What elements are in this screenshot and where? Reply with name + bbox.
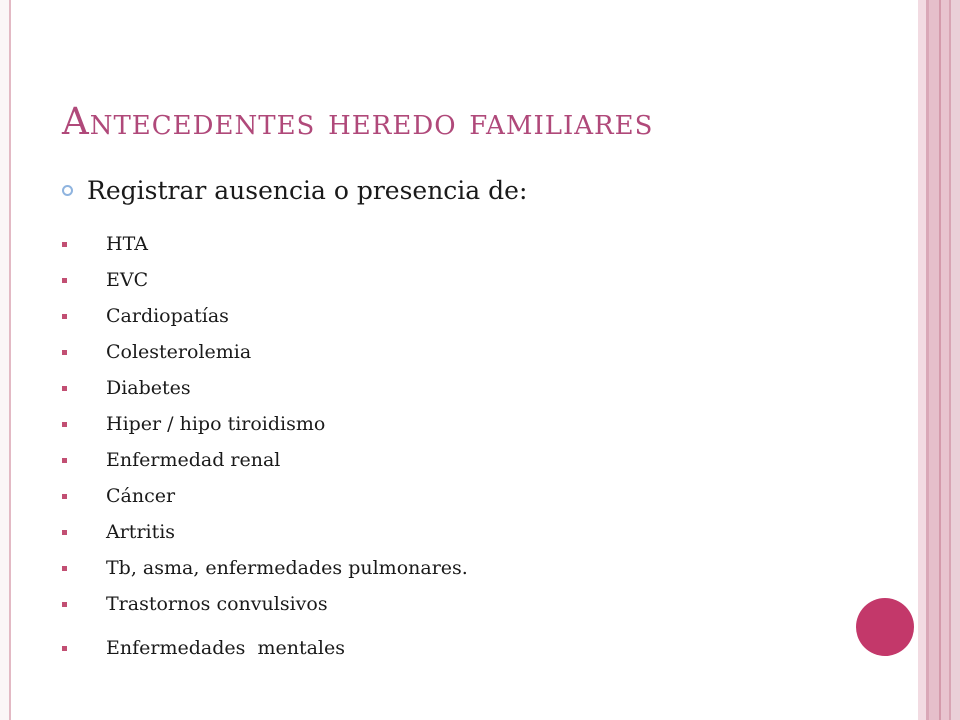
decorative-stripes [918, 0, 960, 720]
square-bullet-icon [62, 646, 67, 651]
list-item [62, 262, 468, 298]
list-item-text: Artritis [106, 521, 176, 543]
list-item [62, 550, 468, 586]
list-item [62, 298, 468, 334]
list-item-text: HTA [106, 233, 148, 255]
list-item-text: Trastornos convulsivos [106, 593, 328, 615]
list-item [62, 226, 468, 262]
intro-line [62, 176, 527, 205]
condition-list [62, 226, 468, 666]
list-item-text: Cáncer [106, 485, 176, 507]
square-bullet-icon [62, 566, 67, 571]
square-bullet-icon [62, 494, 67, 499]
square-bullet-icon [62, 314, 67, 319]
list-item [62, 630, 468, 666]
list-item-text: Cardiopatías [106, 305, 229, 327]
ring-bullet-icon [62, 185, 73, 196]
list-item [62, 406, 468, 442]
square-bullet-icon [62, 602, 67, 607]
list-item [62, 442, 468, 478]
list-item [62, 370, 468, 406]
square-bullet-icon [62, 386, 67, 391]
list-item-text: Enfermedad renal [106, 449, 281, 471]
left-border [0, 0, 11, 720]
decorative-circle [856, 598, 914, 656]
square-bullet-icon [62, 422, 67, 427]
list-item-text: Enfermedades mentales [106, 637, 345, 659]
square-bullet-icon [62, 530, 67, 535]
square-bullet-icon [62, 350, 67, 355]
list-item [62, 334, 468, 370]
square-bullet-icon [62, 458, 67, 463]
list-item-text: Tb, asma, enfermedades pulmonares. [106, 557, 468, 579]
list-item [62, 514, 468, 550]
list-item-text: Diabetes [106, 377, 191, 399]
slide-title: Antecedentes heredo familiares [62, 100, 654, 143]
intro-text: Registrar ausencia o presencia de: [87, 176, 528, 205]
list-item-text: Hiper / hipo tiroidismo [106, 413, 326, 435]
list-item [62, 478, 468, 514]
list-item-text: EVC [106, 269, 149, 291]
list-item-text: Colesterolemia [106, 341, 252, 363]
square-bullet-icon [62, 278, 67, 283]
square-bullet-icon [62, 242, 67, 247]
list-item [62, 586, 468, 622]
